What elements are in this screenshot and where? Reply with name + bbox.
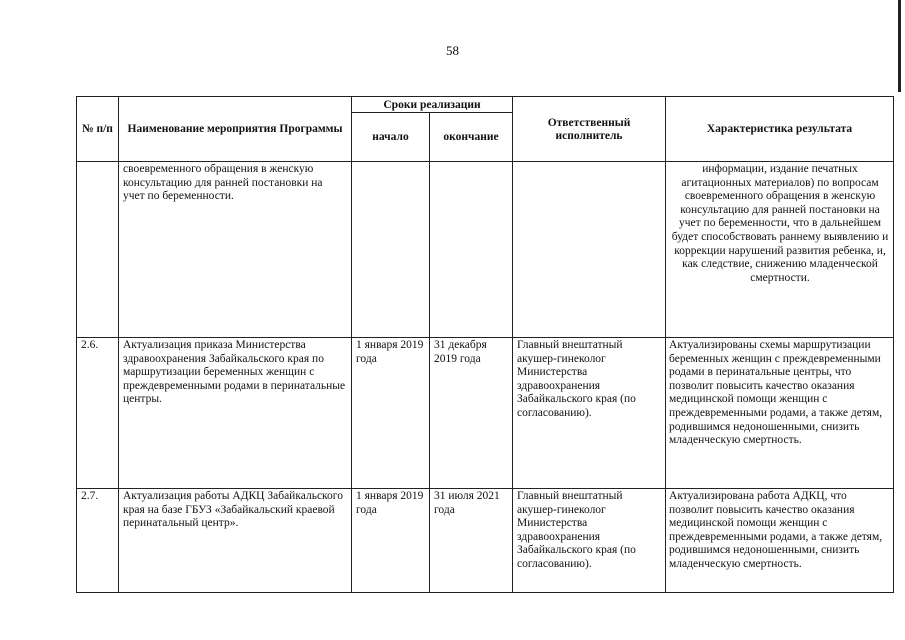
header-num: № п/п [77, 97, 119, 162]
cell-num: 2.6. [77, 338, 119, 489]
cell-name: Актуализация приказа Министерства здравоохранения Забайкальского края по маршрутизации беременных женщин с преждевременными родами в перинатальные центры. [119, 338, 352, 489]
cell-result: Актуализированы схемы маршрутизации беременных женщин с преждевременными родами в перинатальные центры, что позволит повысить качество оказания медицинской помощи женщин с преждевременными родами, а также детям, родившимся недоношенными, снизить младенческую смертность. [666, 338, 894, 489]
cell-num: 2.7. [77, 489, 119, 593]
cell-name: своевременного обращения в женскую консультацию для ранней постановки на учет по беременности. [119, 162, 352, 338]
cell-end: 31 июля 2021 года [430, 489, 513, 593]
cell-result: информации, издание печатных агитационных материалов) по вопросам своевременного обращения в женскую консультацию для ранней постановки на учет по беременности, что в дальнейшем будет способствовать раннему выявлению и коррекции нарушений развития ребенка, и, как следствие, снижению младенческой смертности. [666, 162, 894, 338]
table-row [77, 338, 894, 489]
cell-responsible: Главный внештатный акушер-гинеколог Министерства здравоохранения Забайкальского края (по согласованию). [513, 338, 666, 489]
page-edge-line [898, 0, 901, 92]
cell-start: 1 января 2019 года [352, 338, 430, 489]
cell-end: 31 декабря 2019 года [430, 338, 513, 489]
cell-result: Актуализирована работа АДКЦ, что позволит повысить качество оказания медицинской помощи женщин с преждевременными родами, а также детям, родившимся недоношенными, снизить младенческую смертность. [666, 489, 894, 593]
cell-responsible [513, 162, 666, 338]
table-header-row [77, 97, 894, 113]
table-row [77, 162, 894, 338]
header-deadlines: Сроки реализации [352, 97, 513, 113]
header-start: начало [352, 113, 430, 162]
header-end: окончание [430, 113, 513, 162]
cell-responsible: Главный внештатный акушер-гинеколог Министерства здравоохранения Забайкальского края (по согласованию). [513, 489, 666, 593]
header-result: Характеристика результата [666, 97, 894, 162]
table-row [77, 489, 894, 593]
cell-start: 1 января 2019 года [352, 489, 430, 593]
header-name: Наименование мероприятия Программы [119, 97, 352, 162]
cell-name: Актуализация работы АДКЦ Забайкальского края на базе ГБУЗ «Забайкальский краевой перинатальный центр». [119, 489, 352, 593]
cell-start [352, 162, 430, 338]
header-responsible: Ответственный исполнитель [513, 97, 666, 162]
cell-num [77, 162, 119, 338]
page-number: 58 [446, 43, 459, 58]
cell-end [430, 162, 513, 338]
program-table [76, 96, 894, 593]
